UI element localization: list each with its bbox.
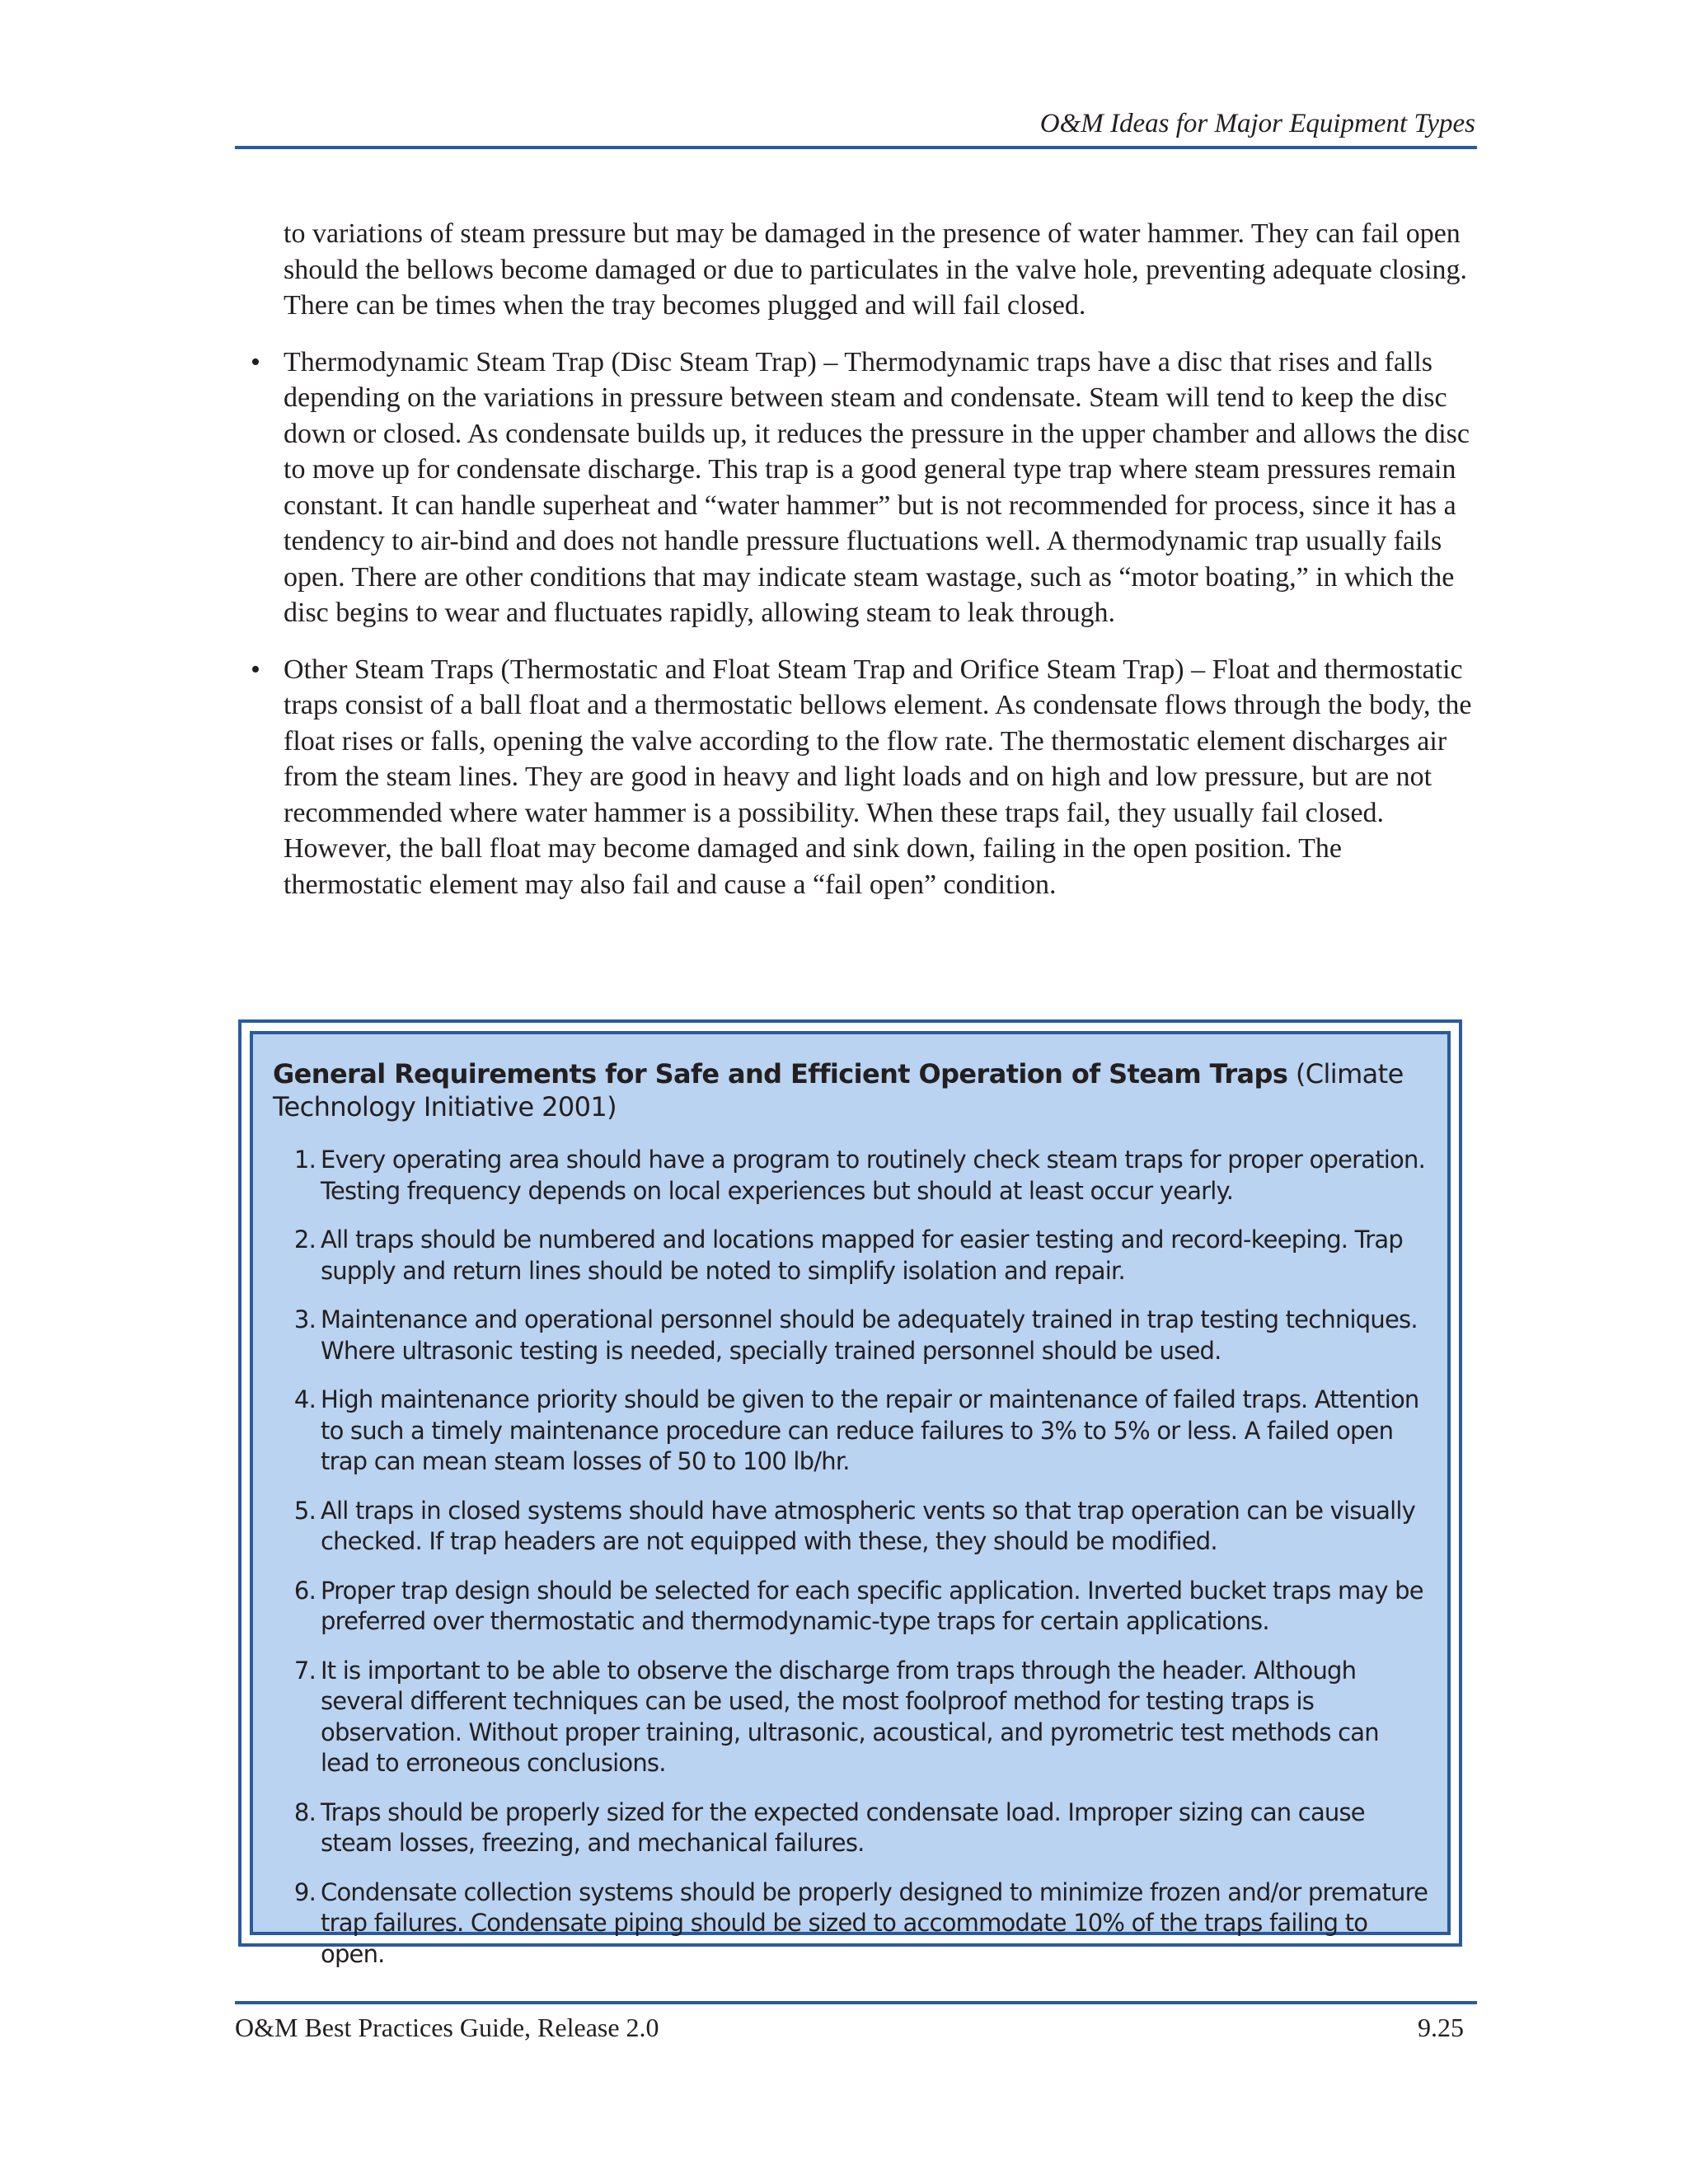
item-text: Traps should be properly sized for the expected condensate load. Improper sizing can cause steam losses, freezing, and mechanical failures.	[321, 1797, 1365, 1857]
continuation-paragraph: to variations of steam pressure but may be damaged in the presence of water hammer. They can fail open should the bellows become damaged or due to particulates in the valve hole, preventing adequate closing. There can be times when the tray becomes plugged and will fail closed.	[284, 218, 1468, 321]
list-item	[273, 1877, 1429, 1971]
item-number: 6.	[293, 1576, 316, 1605]
item-number: 4.	[293, 1385, 316, 1413]
item-text: Every operating area should have a program to routinely check steam traps for proper operation. Testing frequency depends on local experiences but should at least occur yearly.	[321, 1146, 1425, 1205]
running-header: O&M Ideas for Major Equipment Types	[1039, 109, 1475, 138]
page-number: 9.25	[1418, 2013, 1464, 2042]
list-item	[273, 1576, 1429, 1638]
sidebar-title	[273, 1057, 1429, 1123]
list-item	[273, 1385, 1429, 1478]
bullet-icon: •	[251, 346, 260, 377]
list-item	[273, 1225, 1429, 1286]
item-text: Proper trap design should be selected for each specific application. Inverted bucket traps may be preferred over thermostatic and thermodynamic-type traps for certain applications.	[321, 1576, 1423, 1635]
sidebar-title-bold: General Requirements for Safe and Efficient Operation of Steam Traps	[273, 1058, 1288, 1090]
requirements-sidebar-inner	[250, 1031, 1451, 1968]
item-number: 7.	[293, 1656, 316, 1685]
item-number: 2.	[293, 1226, 316, 1254]
list-item	[273, 1305, 1429, 1366]
list-item	[273, 1145, 1429, 1207]
bullet-icon: •	[251, 654, 260, 685]
list-item	[273, 1496, 1429, 1558]
item-text: Maintenance and operational personnel should be adequately trained in trap testing techniques. Where ultrasonic testing is needed, specially trained personnel should be used.	[321, 1305, 1418, 1365]
item-text: Condensate collection systems should be properly designed to minimize frozen and/or premature trap failures. Condensate piping should be sized to accommodate 10% of the traps failing to open.	[321, 1877, 1428, 1968]
bullet-thermodynamic-trap	[251, 344, 1480, 631]
header-rule	[235, 146, 1477, 149]
sidebar-title-citation: (Climate Technology Initiative 2001)	[273, 1058, 1404, 1122]
item-text: All traps in closed systems should have atmospheric vents so that trap operation can be visually checked. If trap headers are not equipped with these, they should be modified.	[321, 1496, 1415, 1555]
list-item	[273, 1656, 1429, 1779]
item-number: 8.	[293, 1797, 316, 1826]
item-number: 5.	[293, 1496, 316, 1525]
bullet-text: Other Steam Traps (Thermostatic and Float Steam Trap and Orifice Steam Trap) – Float and thermostatic traps consist of a ball float and a thermostatic bellows element. As condensate flows through the body, the float rises or falls, opening the valve according to the flow rate. The thermostatic element discharges air from the steam lines. They are good in heavy and light loads and on high and low pressure, but are not recommended where water hammer is a possibility. When these traps fail, they usually fail closed. However, the ball float may become damaged and sink down, failing in the open position. The thermostatic element may also fail and cause a “fail open” condition.	[284, 654, 1472, 900]
list-item	[273, 1797, 1429, 1859]
footer-rule	[235, 2001, 1477, 2004]
item-number: 9.	[293, 1877, 316, 1906]
item-number: 1.	[293, 1146, 316, 1174]
bullet-text: Thermodynamic Steam Trap (Disc Steam Trap) – Thermodynamic traps have a disc that rises and falls depending on the variations in pressure between steam and condensate. Steam will tend to keep the disc down or closed. As condensate builds up, it reduces the pressure in the upper chamber and allows the disc to move up for condensate discharge. This trap is a good general type trap where steam pressures remain constant. It can handle superheat and “water hammer” but is not recommended for process, since it has a tendency to air-bind and does not handle pressure fluctuations well. A thermodynamic trap usually fails open. There are other conditions that may indicate steam wastage, such as “motor boating,” in which the disc begins to wear and fluctuates rapidly, allowing steam to leak through.	[284, 346, 1470, 628]
requirements-sidebar	[238, 1019, 1462, 1968]
requirements-list	[273, 1145, 1429, 1970]
body-text	[244, 216, 1480, 923]
footer-guide-title: O&M Best Practices Guide, Release 2.0	[235, 2013, 659, 2042]
item-text: All traps should be numbered and locations mapped for easier testing and record-keeping. Trap supply and return lines should be noted to simplify isolation and repair.	[321, 1226, 1403, 1285]
item-number: 3.	[293, 1305, 316, 1333]
item-text: It is important to be able to observe the discharge from traps through the header. Although several different techniques can be used, the most foolproof method for testing traps is observation. Without proper training, ultrasonic, acoustical, and pyrometric test methods can lead to erroneous conclusions.	[321, 1656, 1379, 1777]
bullet-other-traps	[251, 652, 1480, 903]
item-text: High maintenance priority should be given to the repair or maintenance of failed traps. Attention to such a timely maintenance procedure can reduce failures to 3% to 5% or less. A failed open trap can mean steam losses of 50 to 100 lb/hr.	[321, 1385, 1419, 1475]
